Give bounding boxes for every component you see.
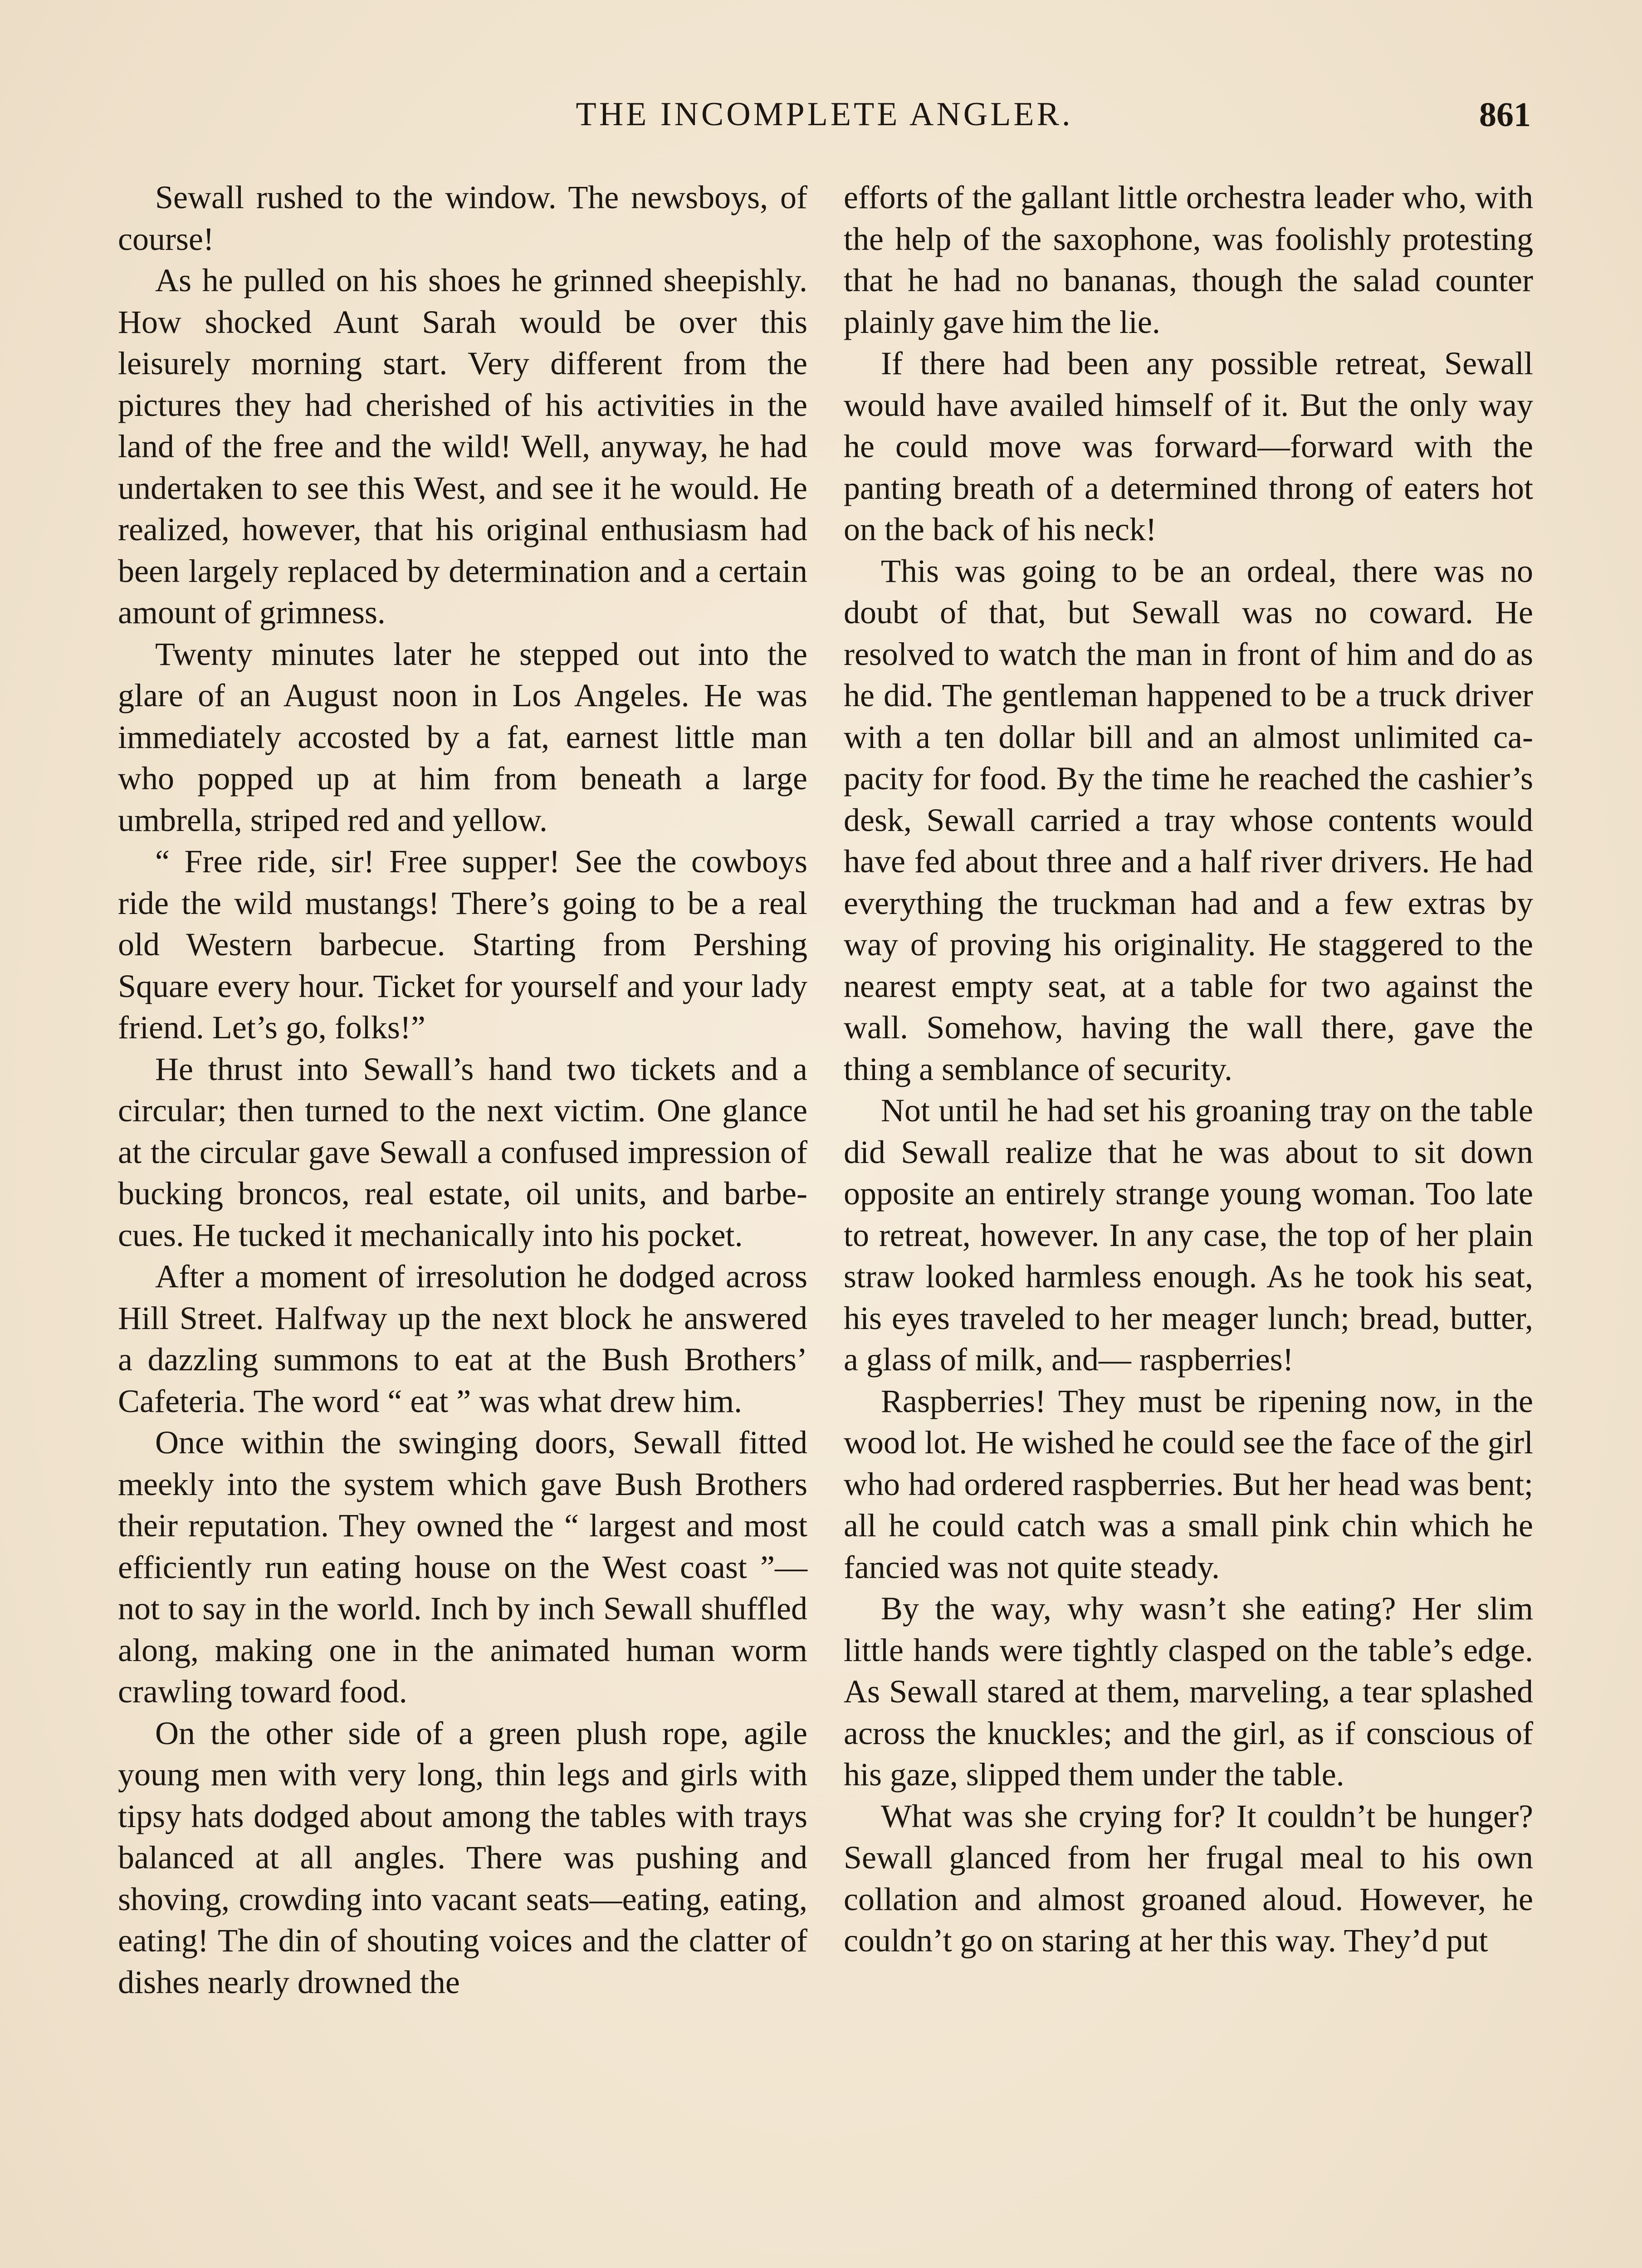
paragraph-continuation: efforts of the gallant little orchestra leader who, with the help of the saxophone, was foolishly protesting that he had no bananas, though the salad counter plainly gave him the lie. [844,179,1533,340]
running-title: THE INCOMPLETE ANGLER. [576,96,1073,133]
paragraph: “ Free ride, sir! Free supper! See the cowboys ride the wild mustangs! There’s going to be a real old Western barbecue. Starting from Pershing Square every hour. Ticket for yourself and your lady friend. Let’s go, folks!” [118,843,807,1046]
paragraph: Raspberries! They must be ripening now, in the wood lot. He wished he could see the face of the girl who had ordered raspberries. But her head was bent; all he could catch was a small pink chin which he fancied was not quite steady. [844,1383,1533,1585]
paragraph: Not until he had set his groaning tray on the table did Sewall realize that he was about to sit down opposite an entirely strange young woman. Too late to retreat, however. In any case, the top of her plain straw looked harmless enough. As he took his seat, his eyes traveled to her meager lunch; bread, butter, a glass of milk, and— raspberries! [844,1092,1533,1378]
paragraph: After a moment of irresolution he dodged across Hill Street. Halfway up the next block he answered a dazzling summons to eat at the Bush Brothers’ Cafeteria. The word “ eat ” was what drew him. [118,1258,807,1419]
paragraph: Once within the swinging doors, Sewall fitted meekly into the system which gave Bush Brothers their reputation. They owned the “ largest and most efficiently run eating house on the West coast ”—not to say in the world. Inch by inch Sewall shuffled along, making one in the animated human worm crawling toward food. [118,1424,807,1710]
left-column [118,177,807,2003]
paragraph: He thrust into Sewall’s hand two tickets and a circular; then turned to the next victim. One glance at the circular gave Sewall a confused impression of bucking broncos, real estate, oil units, and barbecues. He tucked it mechanically into his pocket. [118,1051,807,1253]
paragraph: On the other side of a green plush rope, agile young men with very long, thin legs and girls with tipsy hats dodged about among the tables with trays balanced at all angles. There was pushing and shoving, crowding into vacant seats—eating, eating, eating! The din of shouting voices and the clatter of dishes nearly drowned the [118,1715,807,2000]
paragraph: This was going to be an ordeal, there was no doubt of that, but Sewall was no coward. He resolved to watch the man in front of him and do as he did. The gentleman happened to be a truck driver with a ten dollar bill and an almost unlimited capacity for food. By the time he reached the cashier’s desk, Sewall carried a tray whose contents would have fed about three and a half river drivers. He had everything the truckman had and a few extras by way of proving his originality. He staggered to the nearest empty seat, at a table for two against the wall. Somehow, having the wall there, gave the thing a semblance of security. [844,552,1533,1087]
paragraph: Twenty minutes later he stepped out into the glare of an August noon in Los Angeles. He was immediately accosted by a fat, earnest little man who popped up at him from beneath a large umbrella, striped red and yellow. [118,635,807,838]
paragraph: Sewall rushed to the window. The newsboys, of course! [118,179,807,257]
paragraph: If there had been any possible retreat, Sewall would have availed himself of it. But the only way he could move was forward—forward with the panting breath of a determined throng of eaters hot on the back of his neck! [844,345,1533,547]
paragraph: By the way, why wasn’t she eating? Her slim little hands were tightly clasped on the table’s edge. As Sewall stared at them, marveling, a tear splashed across the knuckles; and the girl, as if conscious of his gaze, slipped them under the table. [844,1590,1533,1793]
right-column [844,177,1533,1962]
paragraph: As he pulled on his shoes he grinned sheepishly. How shocked Aunt Sarah would be over this leisurely morning start. Very different from the pictures they had cherished of his activities in the land of the free and the wild! Well, anyway, he had undertaken to see this West, and see it he would. He realized, however, that his original enthusiasm had been largely replaced by determination and a certain amount of grimness. [118,262,807,631]
page-header [118,95,1531,145]
page-number: 861 [1479,96,1531,134]
paragraph: What was she crying for? It couldn’t be hunger? Sewall glanced from her frugal meal to his own collation and almost groaned aloud. However, he couldn’t go on staring at her this way. They’d put [844,1798,1533,1959]
